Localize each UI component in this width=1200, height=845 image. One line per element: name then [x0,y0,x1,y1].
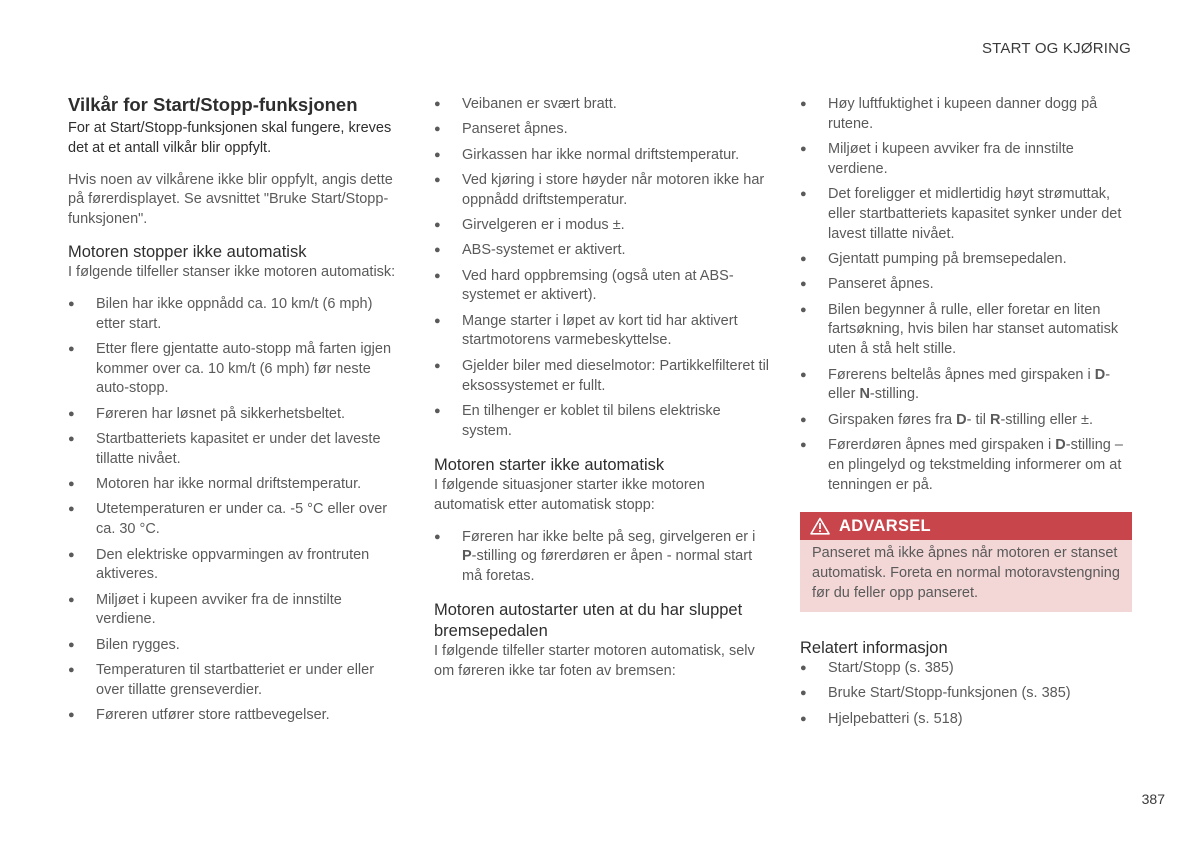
list-item: ● Det foreligger et midlertidig høyt strømuttak, eller startbatteriets kapasitet synker under det lavest tillatte nivået. [800,186,1122,242]
list-item: ● Miljøet i kupeen avviker fra de innstilte verdiene. [68,591,342,628]
bullet-icon: ● [800,253,807,266]
condition-list-3 [434,528,770,587]
bullet-icon: ● [800,98,807,110]
bullet-icon: ● [800,687,807,700]
list-item: ● Utetemperaturen er under ca. -5 °C eller over ca. 30 °C. [68,501,388,538]
related-link-aux-battery[interactable]: ● Hjelpebatteri (s. 518) [800,710,1132,730]
related-link-start-stop[interactable]: ● Start/Stopp (s. 385) [800,659,1132,679]
list-item: ● ABS-systemet er aktivert. [434,241,770,261]
list-item: ● Temperaturen til startbatteriet er under eller over tillatte grenseverdier. [68,662,375,698]
related-info [800,638,1132,729]
bullet-icon: ● [800,188,807,201]
bullet-icon: ● [434,269,441,282]
list-item: ● Startbatteriets kapasitet er under det laveste tillatte nivået. [68,431,381,467]
related-info-title: Relatert informasjon [800,639,948,658]
bullet-icon: ● [68,407,75,420]
list-item: ● Føreren har ikke belte på seg, girvelgeren er i P-stilling og førerdøren er åpen - normal start må foretas. [434,528,756,585]
bullet-icon: ● [68,297,75,310]
list-item: ● Ved kjøring i store høyder når motoren ikke har oppnådd driftstemperatur. [434,171,765,208]
list-item: ● Førerdøren åpnes med girspaken i D-stilling – en plingelyd og tekstmelding informerer om at tenningen er på. [800,436,1123,493]
column-1 [68,94,403,731]
column-2 [434,95,770,682]
list-item: ● Girvelgeren er i modus ±. [434,216,770,236]
bullet-icon: ● [800,278,807,291]
list-item: ● Etter flere gjentatte auto-stopp må farten igjen kommer over ca. 10 km/t (6 mph) før neste auto-stopp. [68,340,392,397]
bullet-icon: ● [434,218,441,231]
bullet-icon: ● [434,98,441,110]
list-item: ● Føreren utfører store rattbevegelser. [68,706,403,726]
bullet-icon: ● [800,413,807,426]
page-number: 387 [1141,791,1165,807]
list-item: ● Girkassen har ikke normal driftstemperatur. [434,146,770,166]
body-paragraph: Hvis noen av vilkårene ikke blir oppfylt, angis dette på førerdisplayet. Se avsnittet "Bruke Start/Stopp-funksjonen". [68,171,393,228]
bullet-icon: ● [800,662,807,675]
bullet-icon: ● [434,314,441,327]
bullet-icon: ● [434,123,441,136]
list-item: ● Miljøet i kupeen avviker fra de innstilte verdiene. [800,141,1074,177]
related-links [800,659,1132,729]
bullet-icon: ● [68,548,75,561]
related-link-use-start-stop[interactable]: ● Bruke Start/Stopp-funksjonen (s. 385) [800,684,1132,704]
list-item: ● Bilen har ikke oppnådd ca. 10 km/t (6 mph) etter start. [68,295,373,332]
bullet-icon: ● [800,143,807,156]
bullet-icon: ● [800,712,807,725]
list-item: ● Gjentatt pumping på bremsepedalen. [800,250,1132,270]
subsection-title-no-start: Motoren starter ikke automatisk [434,455,665,474]
condition-list-1 [68,295,403,726]
page-title: Vilkår for Start/Stopp-funksjonen [68,94,358,115]
bullet-icon: ● [68,503,75,516]
subsection-intro-autostart: I følgende tilfeller starter motoren automatisk, selv om føreren ikke tar foten av bremsen: [434,643,755,680]
warning-label: ADVARSEL [839,516,931,535]
warning-text: Panseret må ikke åpnes når motoren er stanset automatisk. Foreta en normal motoravstengning før du feller opp panseret. [812,545,1120,601]
list-item: ● Girspaken føres fra D- til R-stilling eller ±. [800,411,1132,431]
column-3 [800,95,1132,735]
bullet-icon: ● [434,244,441,257]
intro-paragraph: For at Start/Stopp-funksjonen skal fungere, kreves det at et antall vilkår blir oppfylt. [68,120,392,156]
subsection-intro-stop: I følgende tilfeller stanser ikke motoren automatisk: [68,263,396,280]
bullet-icon: ● [68,593,75,606]
bullet-icon: ● [434,148,441,161]
condition-list-2 [434,95,770,441]
bullet-icon: ● [434,404,441,417]
bullet-icon: ● [68,638,75,651]
bullet-icon: ● [800,438,807,451]
list-item: ● Veibanen er svært bratt. [434,95,770,115]
bullet-icon: ● [434,530,441,543]
list-item: ● Mange starter i løpet av kort tid har aktivert startmotorens varmebeskyttelse. [434,312,738,349]
subsection-title-stop: Motoren stopper ikke automatisk [68,242,307,261]
condition-list-4 [800,95,1132,495]
bullet-icon: ● [68,342,75,355]
bullet-icon: ● [800,368,807,381]
bullet-icon: ● [68,709,75,722]
bullet-icon: ● [800,303,807,316]
list-item: ● Motoren har ikke normal driftstemperatur. [68,475,403,495]
list-item: ● Ved hard oppbremsing (også uten at ABS-systemet er aktivert). [434,267,734,304]
list-item: ● Gjelder biler med dieselmotor: Partikkelfilteret til eksossystemet er fullt. [434,357,770,394]
section-header: START OG KJØRING [981,40,1131,57]
bullet-icon: ● [68,664,75,677]
bullet-icon: ● [434,359,441,372]
list-item: ● Førerens beltelås åpnes med girspaken i D-eller N-stilling. [800,366,1111,403]
list-item: ● Bilen rygges. [68,636,403,656]
warning-triangle-icon [810,517,830,535]
bullet-icon: ● [68,478,75,491]
subsection-intro-no-start: I følgende situasjoner starter ikke motoren automatisk etter automatisk stopp: [434,476,705,513]
bullet-icon: ● [434,173,441,186]
warning-box [800,512,1132,612]
subsection-title-autostart: Motoren autostarter uten at du har sluppet bremsepedalen [434,601,743,641]
list-item: ● Panseret åpnes. [434,120,770,140]
list-item: ● Den elektriske oppvarmingen av frontruten aktiveres. [68,546,370,583]
list-item: ● Panseret åpnes. [800,275,1132,295]
list-item: ● En tilhenger er koblet til bilens elektriske system. [434,402,721,439]
list-item: ● Bilen begynner å rulle, eller foretar en liten fartsøkning, hvis bilen har stanset automatisk uten å stå helt stille. [800,301,1119,358]
list-item: ● Høy luftfuktighet i kupeen danner dogg på rutene. [800,96,1098,132]
list-item: ● Føreren har løsnet på sikkerhetsbeltet. [68,405,403,425]
bullet-icon: ● [68,433,75,446]
warning-header [800,512,1132,540]
